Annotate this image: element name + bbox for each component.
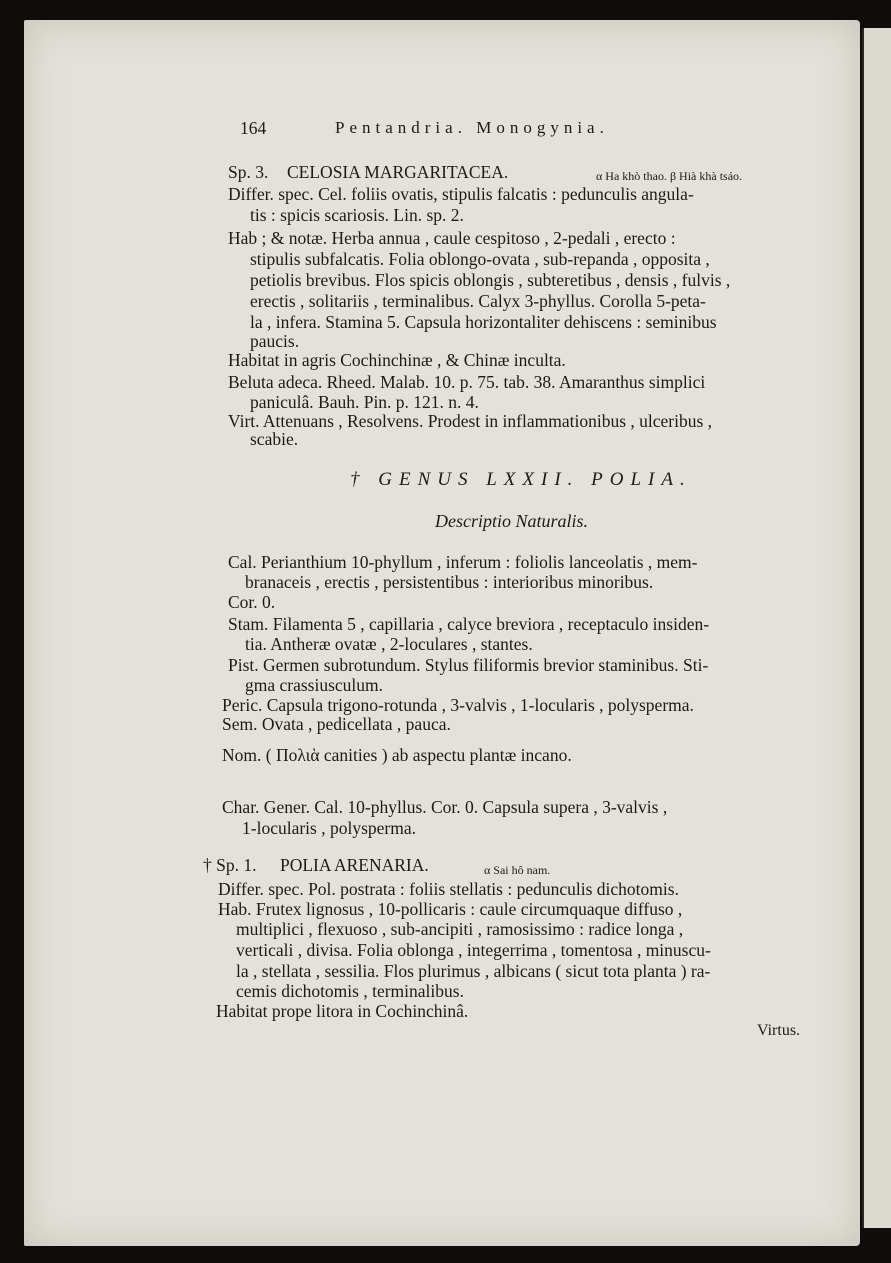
species-label: Sp. 3. — [228, 162, 269, 182]
description-line: Stam. Filamenta 5 , capillaria , calyce breviora , receptaculo insiden- — [228, 614, 710, 634]
habitat-line: Habitat prope litora in Cochinchinâ. — [216, 1001, 469, 1021]
differ-line: Differ. spec. Cel. foliis ovatis, stipulis falcatis : pedunculis angula- — [228, 184, 694, 204]
vernacular-names: α Ha khò thao. β Hià khà tsáo. — [596, 169, 743, 183]
beluta-line: paniculâ. Bauh. Pin. p. 121. n. 4. — [250, 392, 479, 412]
description-line: tia. Antheræ ovatæ , 2-loculares , stantes. — [245, 634, 533, 654]
habitat-line: Habitat in agris Cochinchinæ , & Chinæ inculta. — [228, 350, 566, 370]
description-line: Cor. 0. — [228, 592, 276, 612]
description-heading: Descriptio Naturalis. — [435, 511, 589, 531]
hab-line: cemis dichotomis , terminalibus. — [236, 981, 464, 1001]
description-line: Cal. Perianthium 10-phyllum , inferum : foliolis lanceolatis , mem- — [228, 552, 698, 572]
species-label: † Sp. 1. — [203, 855, 257, 875]
nomenclature-line: Nom. ( Πολιὰ canities ) ab aspectu plantæ incano. — [222, 745, 572, 765]
differ-line: Differ. spec. Pol. postrata : foliis stellatis : pedunculis dichotomis. — [218, 879, 679, 899]
beluta-line: Beluta adeca. Rheed. Malab. 10. p. 75. tab. 38. Amaranthus simplici — [228, 372, 706, 392]
catchword: Virtus. — [757, 1022, 801, 1039]
character-line: Char. Gener. Cal. 10-phyllus. Cor. 0. Capsula supera , 3-valvis , — [222, 797, 668, 817]
description-line: branaceis , erectis , persistentibus : interioribus minoribus. — [245, 572, 654, 592]
hab-line: erectis , solitariis , terminalibus. Calyx 3-phyllus. Corolla 5-peta- — [250, 291, 706, 311]
virtue-line: scabie. — [250, 429, 299, 449]
hab-line: la , infera. Stamina 5. Capsula horizontaliter dehiscens : seminibus — [250, 312, 717, 332]
species-name: POLIA ARENARIA. — [280, 855, 429, 875]
virtue-line: Virt. Attenuans , Resolvens. Prodest in inflammationibus , ulceribus , — [228, 411, 713, 431]
hab-line: multiplici , flexuoso , sub-ancipiti , ramosissimo : radice longa , — [236, 919, 684, 939]
description-line: Peric. Capsula trigono-rotunda , 3-valvis , 1-locularis , polysperma. — [222, 695, 694, 715]
hab-line: Hab. Frutex lignosus , 10-pollicaris : caule circumquaque diffuso , — [218, 899, 683, 919]
hab-line: la , stellata , sessilia. Flos plurimus , albicans ( sicut tota planta ) ra- — [236, 961, 711, 981]
differ-line: tis : spicis scariosis. Lin. sp. 2. — [250, 205, 464, 225]
description-line: Pist. Germen subrotundum. Stylus filiformis brevior staminibus. Sti- — [228, 655, 709, 675]
vernacular-names: α Sai hô nam. — [484, 863, 551, 877]
species-name: CELOSIA MARGARITACEA. — [287, 162, 509, 182]
hab-line: verticali , divisa. Folia oblonga , integerrima , tomentosa , minuscu- — [236, 940, 711, 960]
hab-line: petiolis brevibus. Flos spicis oblongis , subteretibus , densis , fulvis , — [250, 270, 731, 290]
character-line: 1-locularis , polysperma. — [242, 818, 416, 838]
hab-line: stipulis subfalcatis. Folia oblongo-ovata , sub-repanda , opposita , — [250, 249, 710, 269]
description-line: Sem. Ovata , pedicellata , pauca. — [222, 714, 451, 734]
page-number: 164 — [240, 118, 267, 138]
adjacent-page-edge — [862, 28, 891, 1228]
genus-heading: † GENUS LXXII. POLIA. — [350, 469, 692, 490]
description-line: gma crassiusculum. — [245, 675, 384, 695]
hab-line: paucis. — [250, 331, 300, 351]
hab-line: Hab ; & notæ. Herba annua , caule cespitoso , 2-pedali , erecto : — [228, 228, 676, 248]
running-title: Pentandria. Monogynia. — [335, 118, 609, 137]
